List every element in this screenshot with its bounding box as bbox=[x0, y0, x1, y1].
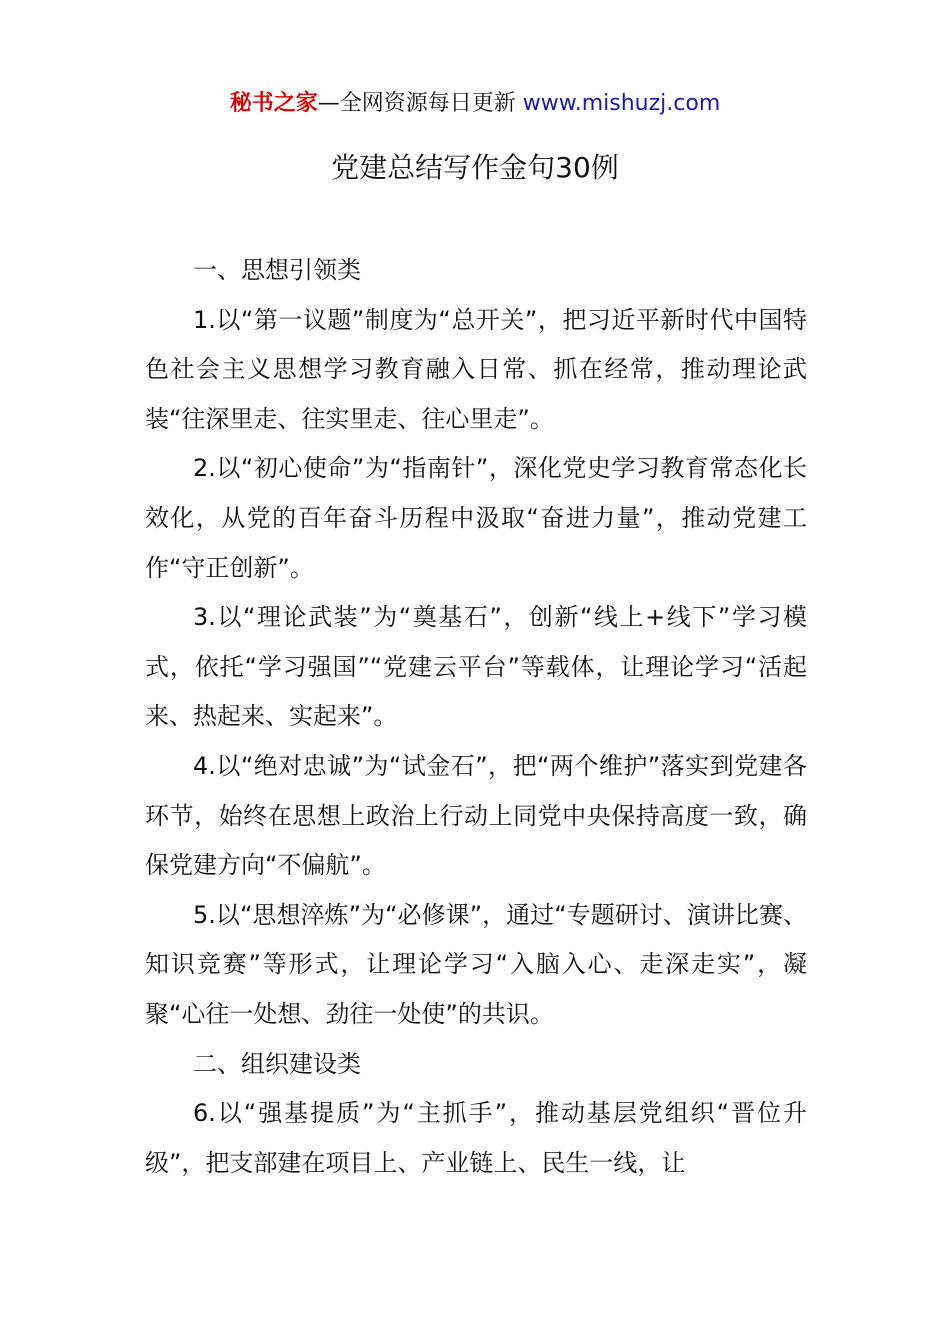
paragraph-item-6: 6.以“强基提质”为“主抓手”，推动基层党组织“晋位升级”，把支部建在项目上、产业链上、民生一线，让 bbox=[145, 1099, 807, 1177]
site-tagline: —全网资源每日更新 bbox=[317, 91, 523, 116]
site-url-link[interactable]: www.mishuzj.com bbox=[522, 91, 721, 116]
paragraph-item-5: 5.以“思想淬炼”为“必修课”，通过“专题研讨、演讲比赛、知识竞赛”等形式，让理论学习“入脑入心、走深走实”，凝聚“心往一处想、劲往一处使”的共识。 bbox=[145, 900, 807, 1028]
document-body bbox=[145, 246, 807, 1188]
document-title: 党建总结写作金句30例 bbox=[331, 151, 619, 184]
paragraph-item-2: 2.以“初心使命”为“指南针”，深化党史学习教育常态化长效化，从党的百年奋斗历程中汲取“奋进力量”，推动党建工作“守正创新”。 bbox=[145, 454, 807, 582]
section-heading-2: 二、组织建设类 bbox=[193, 1049, 361, 1078]
section-heading-1: 一、思想引领类 bbox=[193, 256, 361, 284]
paragraph-item-4: 4.以“绝对忠诚”为“试金石”，把“两个维护”落实到党建各环节，始终在思想上政治上行动上同党中央保持高度一致，确保党建方向“不偏航”。 bbox=[145, 751, 807, 880]
site-header bbox=[0, 86, 950, 122]
paragraph-item-3: 3.以“理论武装”为“奠基石”，创新“线上+线下”学习模式，依托“学习强国”“党建云平台”等载体，让理论学习“活起来、热起来、实起来”。 bbox=[145, 603, 807, 731]
paragraph-item-1: 1.以“第一议题”制度为“总开关”，把习近平新时代中国特色社会主义思想学习教育融入日常、抓在经常，推动理论武装“往深里走、往实里走、往心里走”。 bbox=[145, 305, 807, 433]
brand-name: 秘书之家 bbox=[229, 91, 318, 116]
